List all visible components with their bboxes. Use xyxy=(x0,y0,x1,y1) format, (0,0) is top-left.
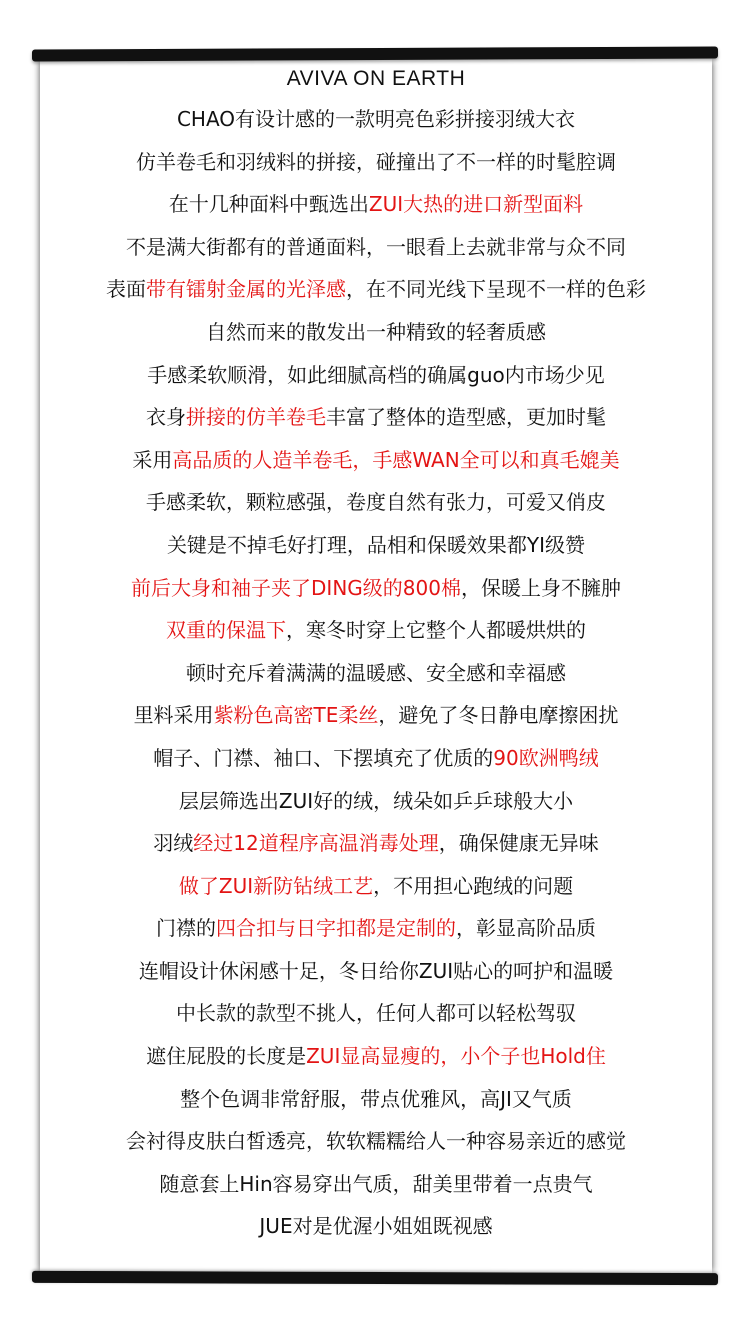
body-text: 不是满大街都有的普通面料，一眼看上去就非常与众不同 xyxy=(126,234,626,259)
body-text: ，保暖上身不臃肿 xyxy=(460,575,621,600)
highlight-text: ZUI显高显瘦的，小个子也Hold住 xyxy=(306,1044,606,1069)
description-line xyxy=(40,1035,712,1078)
description-line xyxy=(40,865,712,908)
body-text: 在十几种面料中甄选出 xyxy=(168,192,369,217)
description-line xyxy=(40,907,712,950)
description-line xyxy=(40,183,712,226)
highlight-text: 做了ZUI新防钻绒工艺 xyxy=(178,873,374,898)
description-line xyxy=(40,98,712,141)
body-text: JUE对是优渥小姐姐既视感 xyxy=(259,1214,493,1239)
highlight-text: 90欧洲鸭绒 xyxy=(493,745,599,770)
highlight-text: 双重的保温下 xyxy=(166,618,286,643)
body-text: 会衬得皮肤白皙透亮，软软糯糯给人一种容易亲近的感觉 xyxy=(126,1129,626,1154)
highlight-text: ZUI大热的进口新型面料 xyxy=(368,192,584,217)
body-text: 帽子、门襟、袖口、下摆填充了优质的 xyxy=(153,745,494,770)
body-text: 随意套上Hin容易穿出气质，甜美里带着一点贵气 xyxy=(159,1171,593,1196)
description-line xyxy=(40,609,712,652)
body-text: CHAO有设计感的一款明亮色彩拼接羽绒大衣 xyxy=(176,107,576,131)
body-text: ，寒冬时穿上它整个人都暖烘烘的 xyxy=(286,618,586,643)
highlight-text: 四合扣与日字扣都是定制的 xyxy=(216,916,456,941)
description-line xyxy=(40,268,712,311)
body-text: 整个色调非常舒服，带点优雅风，高JI又气质 xyxy=(180,1086,572,1111)
description-line xyxy=(40,396,712,439)
highlight-text: 紫粉色高密TE柔丝 xyxy=(213,703,379,728)
description-line xyxy=(40,992,712,1035)
description-line xyxy=(40,141,712,184)
body-text: 表面 xyxy=(106,277,146,302)
highlight-text: 拼接的仿羊卷毛 xyxy=(186,405,326,430)
description-line xyxy=(40,1205,712,1248)
body-text: ，不用担心跑绒的问题 xyxy=(373,873,574,898)
description-line xyxy=(40,694,712,737)
body-text: ，彰显高阶品质 xyxy=(456,916,596,941)
body-text: 遮住屁股的长度是 xyxy=(146,1044,307,1069)
body-text: 羽绒 xyxy=(153,831,194,856)
description-line xyxy=(40,354,712,397)
body-text: 门襟的 xyxy=(156,916,216,941)
body-text: ，确保健康无异味 xyxy=(438,831,599,856)
description-line xyxy=(40,1120,712,1163)
description-line xyxy=(40,567,712,610)
body-text: 衣身 xyxy=(146,405,186,430)
body-text: 采用 xyxy=(132,447,173,472)
description-line xyxy=(40,226,712,269)
highlight-text: 高品质的人造羊卷毛，手感WAN全可以和真毛媲美 xyxy=(172,447,620,472)
body-text: ，在不同光线下呈现不一样的色彩 xyxy=(346,277,646,302)
highlight-text: 带有镭射金属的光泽感 xyxy=(146,277,346,302)
description-line xyxy=(40,1163,712,1206)
description-line xyxy=(40,439,712,482)
body-text: 丰富了整体的造型感，更加时髦 xyxy=(326,405,606,430)
description-line xyxy=(40,652,712,695)
page-title: AVIVA ON EARTH xyxy=(286,67,466,90)
body-text: 里料采用 xyxy=(133,703,214,728)
body-text: ，避免了冬日静电摩擦困扰 xyxy=(378,703,619,728)
body-text: 手感柔软顺滑，如此细腻高档的确属guo内市场少见 xyxy=(147,362,605,387)
body-text: 中长款的款型不挑人，任何人都可以轻松驾驭 xyxy=(176,1001,576,1026)
description-line xyxy=(40,822,712,865)
description-lines xyxy=(40,98,712,1248)
description-line xyxy=(40,311,712,354)
description-text-block xyxy=(40,60,712,1248)
description-line xyxy=(40,481,712,524)
body-text: 关键是不掉毛好打理，品相和保暖效果都YI级赞 xyxy=(166,532,586,557)
description-line xyxy=(40,737,712,780)
highlight-text: 前后大身和袖子夹了DING级的800棉 xyxy=(131,575,461,600)
body-text: 层层筛选出ZUI好的绒，绒朵如乒乒球般大小 xyxy=(178,788,574,813)
description-line xyxy=(40,1078,712,1121)
body-text: 连帽设计休闲感十足，冬日给你ZUI贴心的呵护和温暖 xyxy=(138,958,614,983)
description-line xyxy=(40,524,712,567)
body-text: 仿羊卷毛和羽绒料的拼接，碰撞出了不一样的时髦腔调 xyxy=(136,149,616,174)
body-text: 手感柔软，颗粒感强，卷度自然有张力，可爱又俏皮 xyxy=(146,490,606,515)
scroll-bottom-rod xyxy=(32,1271,718,1285)
body-text: 自然而来的散发出一种精致的轻奢质感 xyxy=(206,319,546,344)
highlight-text: 经过12道程序高温消毒处理 xyxy=(193,831,439,856)
description-line xyxy=(40,780,712,823)
description-line xyxy=(40,950,712,993)
body-text: 顿时充斥着满满的温暖感、安全感和幸福感 xyxy=(186,660,566,685)
